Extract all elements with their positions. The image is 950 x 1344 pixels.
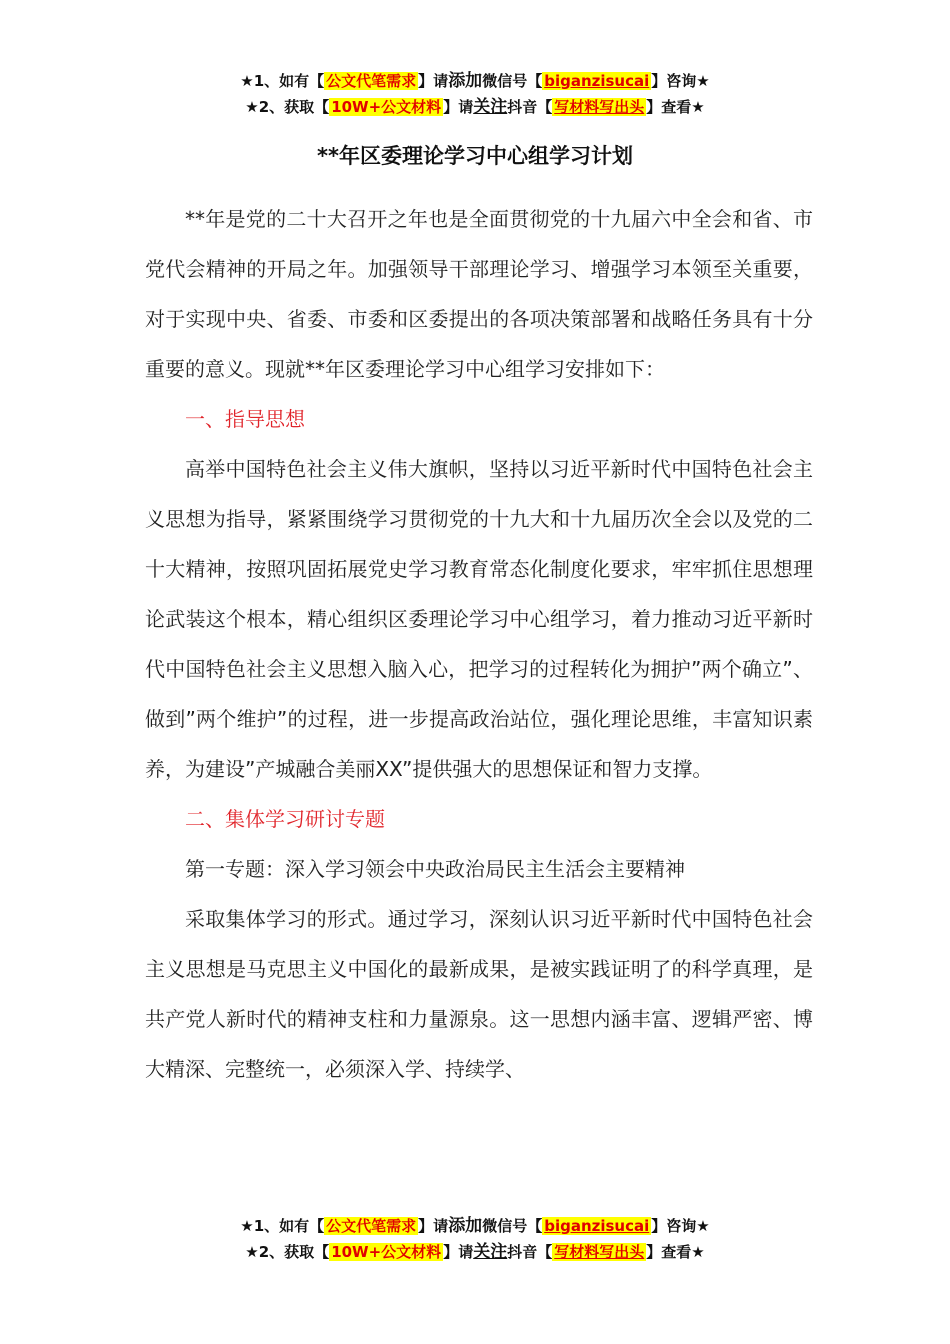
banner-line-1 (0, 1213, 950, 1239)
banner-highlight: 公文代笔需求 (326, 1217, 417, 1235)
banner-line-2 (0, 1239, 950, 1265)
banner-text: ★2、获取【 (245, 1243, 330, 1261)
document-body (145, 194, 813, 1094)
banner-highlight: 公文代笔需求 (326, 72, 417, 90)
bottom-banner (0, 1213, 950, 1265)
banner-text: 】请 (418, 1217, 449, 1235)
guiding-thought-paragraph: 高举中国特色社会主义伟大旗帜，坚持以习近平新时代中国特色社会主义思想为指导，紧紧围绕学习贯彻党的十九大和十九届历次全会以及党的二十大精神，按照巩固拓展党史学习教育常态化制度化要求，牢牢抓住思想理论武装这个根本，精心组织区委理论学习中心组学习，着力推动习近平新时代中国特色社会主义思想入脑入心，把学习的过程转化为拥护”两个确立”、做到”两个维护”的过程，进一步提高政治站位，强化理论思维，丰富知识素养，为建设”产城融合美丽XX”提供强大的思想保证和智力支撑。 (145, 457, 813, 781)
banner-text: 抖音【 (507, 1243, 553, 1261)
banner-text: ★1、如有【 (240, 72, 325, 90)
banner-highlight: 10W+公文材料 (331, 1243, 442, 1261)
top-banner (0, 68, 950, 120)
topic-1-title: 第一专题：深入学习领会中央政治局民主生活会主要精神 (185, 857, 685, 881)
banner-highlight: 写材料写出头 (554, 98, 645, 116)
banner-highlight: biganzisucai (544, 72, 650, 90)
banner-text: 】查看★ (646, 1243, 705, 1261)
banner-emphasis: 添加 (448, 71, 483, 91)
banner-text: 抖音【 (507, 98, 553, 116)
banner-emphasis: 关注 (473, 1242, 508, 1262)
banner-text: ★1、如有【 (240, 1217, 325, 1235)
banner-text: 】咨询★ (651, 72, 710, 90)
banner-text: ★2、获取【 (245, 98, 330, 116)
topic-1-paragraph: 采取集体学习的形式。通过学习，深刻认识习近平新时代中国特色社会主义思想是马克思主义中国化的最新成果，是被实践证明了的科学真理，是共产党人新时代的精神支柱和力量源泉。这一思想内涵丰富、逻辑严密、博大精深、完整统一，必须深入学、持续学、 (145, 907, 813, 1081)
banner-highlight: 写材料写出头 (554, 1243, 645, 1261)
document-title: **年区委理论学习中心组学习计划 (317, 144, 633, 168)
section-heading-study-topics: 二、集体学习研讨专题 (185, 807, 385, 831)
banner-emphasis: 关注 (473, 97, 508, 117)
banner-text: 微信号【 (482, 72, 543, 90)
intro-paragraph: **年是党的二十大召开之年也是全面贯彻党的十九届六中全会和省、市党代会精神的开局之年。加强领导干部理论学习、增强学习本领至关重要，对于实现中央、省委、市委和区委提出的各项决策部署和战略任务具有十分重要的意义。现就**年区委理论学习中心组学习安排如下： (145, 207, 813, 381)
section-heading-guiding-thought: 一、指导思想 (185, 407, 305, 431)
banner-line-1 (0, 68, 950, 94)
banner-text: 微信号【 (482, 1217, 543, 1235)
banner-line-2 (0, 94, 950, 120)
banner-text: 】请 (443, 98, 474, 116)
banner-text: 】请 (443, 1243, 474, 1261)
banner-highlight: 10W+公文材料 (331, 98, 442, 116)
banner-text: 】请 (418, 72, 449, 90)
banner-highlight: biganzisucai (544, 1217, 650, 1235)
banner-text: 】咨询★ (651, 1217, 710, 1235)
banner-emphasis: 添加 (448, 1216, 483, 1236)
banner-text: 】查看★ (646, 98, 705, 116)
